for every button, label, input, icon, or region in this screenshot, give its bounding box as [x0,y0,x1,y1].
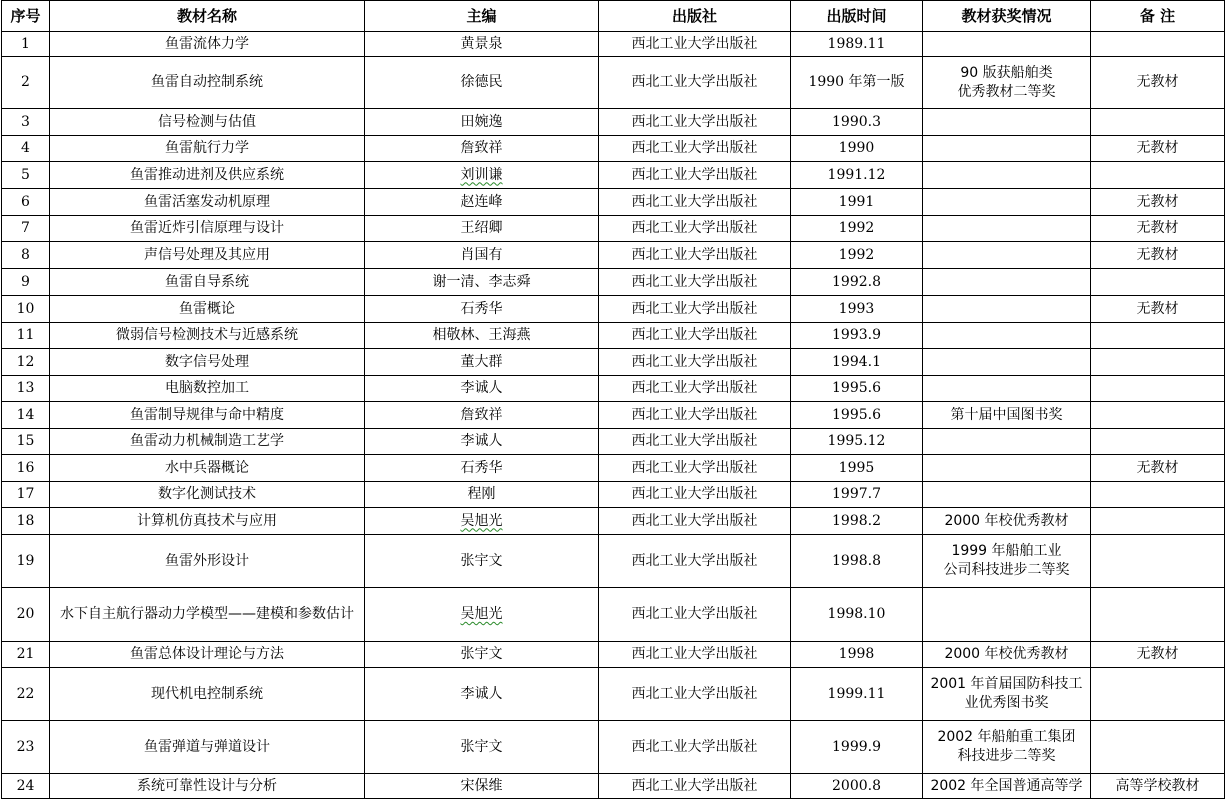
cell-note: 无教材 [1091,296,1225,323]
cell-name: 鱼雷总体设计理论与方法 [50,642,365,668]
cell-award: 2000 年校优秀教材 [923,642,1091,668]
table-row [2,376,1225,402]
cell-publisher: 西北工业大学出版社 [599,57,791,109]
cell-editor: 董大群 [365,349,599,376]
cell-note [1091,588,1225,642]
cell-name: 电脑数控加工 [50,376,365,402]
cell-publisher: 西北工业大学出版社 [599,482,791,508]
table-row [2,535,1225,588]
header-publisher: 出版社 [599,1,791,32]
cell-no: 18 [2,508,50,535]
cell-note [1091,535,1225,588]
table-row [2,296,1225,323]
cell-date: 1995.6 [791,376,923,402]
cell-no: 4 [2,136,50,162]
cell-note [1091,162,1225,189]
cell-no: 9 [2,269,50,296]
table-row [2,136,1225,162]
cell-editor: 王绍卿 [365,216,599,242]
cell-editor: 徐德民 [365,57,599,109]
cell-name: 鱼雷航行力学 [50,136,365,162]
cell-editor: 李诚人 [365,668,599,721]
table-row [2,642,1225,668]
cell-date: 1999.11 [791,668,923,721]
table-row [2,349,1225,376]
cell-publisher: 西北工业大学出版社 [599,323,791,349]
cell-name: 计算机仿真技术与应用 [50,508,365,535]
cell-date: 1998.2 [791,508,923,535]
cell-publisher: 西北工业大学出版社 [599,269,791,296]
cell-award [923,109,1091,136]
cell-note [1091,482,1225,508]
cell-award [923,349,1091,376]
textbook-table [1,0,1225,799]
cell-editor: 相敬林、王海燕 [365,323,599,349]
table-row [2,668,1225,721]
cell-award: 2002 年全国普通高等学 [923,774,1091,799]
cell-editor: 张宇文 [365,642,599,668]
cell-date: 1998.8 [791,535,923,588]
cell-date: 1990 [791,136,923,162]
cell-no: 3 [2,109,50,136]
cell-name: 鱼雷外形设计 [50,535,365,588]
cell-date: 1995.6 [791,402,923,429]
cell-note [1091,269,1225,296]
cell-award [923,296,1091,323]
table-row [2,482,1225,508]
cell-editor: 李诚人 [365,429,599,455]
table-row [2,508,1225,535]
table-row [2,162,1225,189]
cell-award: 2002 年船舶重工集团 科技进步二等奖 [923,721,1091,774]
header-row [2,1,1225,32]
cell-date: 1993 [791,296,923,323]
cell-note [1091,376,1225,402]
table-row [2,323,1225,349]
cell-award: 90 版获船舶类 优秀教材二等奖 [923,57,1091,109]
header-award: 教材获奖情况 [923,1,1091,32]
cell-award [923,189,1091,216]
cell-date: 1998 [791,642,923,668]
cell-editor: 詹致祥 [365,402,599,429]
cell-publisher: 西北工业大学出版社 [599,721,791,774]
cell-name: 信号检测与估值 [50,109,365,136]
cell-editor: 李诚人 [365,376,599,402]
cell-no: 24 [2,774,50,799]
cell-no: 19 [2,535,50,588]
cell-note: 无教材 [1091,216,1225,242]
cell-name: 鱼雷活塞发动机原理 [50,189,365,216]
cell-name: 鱼雷自导系统 [50,269,365,296]
cell-date: 1994.1 [791,349,923,376]
cell-note: 无教材 [1091,455,1225,482]
table-row [2,242,1225,269]
cell-no: 7 [2,216,50,242]
cell-award: 2000 年校优秀教材 [923,508,1091,535]
cell-name: 数字化测试技术 [50,482,365,508]
cell-editor: 田婉逸 [365,109,599,136]
cell-date: 1989.11 [791,32,923,57]
cell-no: 6 [2,189,50,216]
cell-date: 1999.9 [791,721,923,774]
table-row [2,32,1225,57]
cell-no: 13 [2,376,50,402]
cell-award: 1999 年船舶工业 公司科技进步二等奖 [923,535,1091,588]
cell-award [923,376,1091,402]
cell-editor: 吴旭光 [365,588,599,642]
cell-editor: 谢一清、李志舜 [365,269,599,296]
cell-no: 1 [2,32,50,57]
cell-publisher: 西北工业大学出版社 [599,535,791,588]
cell-publisher: 西北工业大学出版社 [599,508,791,535]
cell-no: 2 [2,57,50,109]
table-row [2,455,1225,482]
cell-note [1091,668,1225,721]
cell-name: 微弱信号检测技术与近感系统 [50,323,365,349]
cell-date: 2000.8 [791,774,923,799]
cell-date: 1991.12 [791,162,923,189]
header-editor: 主编 [365,1,599,32]
cell-note [1091,323,1225,349]
cell-note: 无教材 [1091,57,1225,109]
cell-editor: 赵连峰 [365,189,599,216]
table-row [2,402,1225,429]
table-row [2,588,1225,642]
cell-editor: 程刚 [365,482,599,508]
cell-note: 无教材 [1091,189,1225,216]
cell-editor: 詹致祥 [365,136,599,162]
cell-editor: 石秀华 [365,455,599,482]
table-row [2,109,1225,136]
cell-award [923,32,1091,57]
cell-award [923,242,1091,269]
cell-publisher: 西北工业大学出版社 [599,32,791,57]
cell-note [1091,721,1225,774]
cell-award: 第十届中国图书奖 [923,402,1091,429]
cell-no: 16 [2,455,50,482]
cell-name: 鱼雷动力机械制造工艺学 [50,429,365,455]
cell-no: 12 [2,349,50,376]
cell-date: 1995 [791,455,923,482]
cell-note: 无教材 [1091,642,1225,668]
cell-date: 1995.12 [791,429,923,455]
cell-publisher: 西北工业大学出版社 [599,588,791,642]
cell-name: 鱼雷自动控制系统 [50,57,365,109]
cell-award [923,482,1091,508]
cell-date: 1991 [791,189,923,216]
header-date: 出版时间 [791,1,923,32]
table-row [2,269,1225,296]
cell-no: 17 [2,482,50,508]
cell-no: 15 [2,429,50,455]
cell-no: 10 [2,296,50,323]
cell-no: 22 [2,668,50,721]
cell-no: 11 [2,323,50,349]
cell-date: 1998.10 [791,588,923,642]
cell-date: 1990 年第一版 [791,57,923,109]
cell-publisher: 西北工业大学出版社 [599,668,791,721]
cell-date: 1997.7 [791,482,923,508]
cell-publisher: 西北工业大学出版社 [599,216,791,242]
cell-name: 鱼雷概论 [50,296,365,323]
cell-award [923,429,1091,455]
cell-note [1091,349,1225,376]
cell-name: 现代机电控制系统 [50,668,365,721]
cell-publisher: 西北工业大学出版社 [599,296,791,323]
cell-name: 水下自主航行器动力学模型——建模和参数估计 [50,588,365,642]
cell-editor: 张宇文 [365,535,599,588]
table-row [2,189,1225,216]
cell-editor: 刘训谦 [365,162,599,189]
cell-name: 水中兵器概论 [50,455,365,482]
cell-no: 14 [2,402,50,429]
cell-note [1091,32,1225,57]
cell-name: 系统可靠性设计与分析 [50,774,365,799]
cell-name: 鱼雷推动进剂及供应系统 [50,162,365,189]
cell-publisher: 西北工业大学出版社 [599,774,791,799]
cell-date: 1992 [791,216,923,242]
cell-editor: 石秀华 [365,296,599,323]
cell-note [1091,429,1225,455]
cell-editor: 张宇文 [365,721,599,774]
table-row [2,721,1225,774]
cell-award [923,455,1091,482]
cell-award [923,269,1091,296]
cell-note: 高等学校教材 [1091,774,1225,799]
cell-name: 鱼雷近炸引信原理与设计 [50,216,365,242]
cell-no: 21 [2,642,50,668]
cell-note: 无教材 [1091,136,1225,162]
table-body [2,32,1225,799]
cell-editor: 黄景泉 [365,32,599,57]
table-row [2,774,1225,799]
cell-note [1091,508,1225,535]
cell-publisher: 西北工业大学出版社 [599,349,791,376]
table-row [2,216,1225,242]
cell-publisher: 西北工业大学出版社 [599,242,791,269]
cell-name: 数字信号处理 [50,349,365,376]
cell-award [923,216,1091,242]
cell-date: 1992 [791,242,923,269]
cell-publisher: 西北工业大学出版社 [599,402,791,429]
cell-note [1091,402,1225,429]
header-no: 序号 [2,1,50,32]
cell-publisher: 西北工业大学出版社 [599,136,791,162]
cell-no: 23 [2,721,50,774]
cell-editor: 肖国有 [365,242,599,269]
cell-award [923,162,1091,189]
cell-date: 1993.9 [791,323,923,349]
cell-no: 5 [2,162,50,189]
cell-name: 声信号处理及其应用 [50,242,365,269]
cell-publisher: 西北工业大学出版社 [599,455,791,482]
table-row [2,429,1225,455]
header-name: 教材名称 [50,1,365,32]
cell-note: 无教材 [1091,242,1225,269]
cell-editor: 吴旭光 [365,508,599,535]
table-row [2,57,1225,109]
cell-no: 8 [2,242,50,269]
cell-award: 2001 年首届国防科技工 业优秀图书奖 [923,668,1091,721]
header-note: 备 注 [1091,1,1225,32]
cell-publisher: 西北工业大学出版社 [599,376,791,402]
cell-publisher: 西北工业大学出版社 [599,189,791,216]
cell-publisher: 西北工业大学出版社 [599,642,791,668]
cell-award [923,323,1091,349]
cell-publisher: 西北工业大学出版社 [599,429,791,455]
cell-no: 20 [2,588,50,642]
cell-date: 1990.3 [791,109,923,136]
cell-award [923,136,1091,162]
cell-publisher: 西北工业大学出版社 [599,109,791,136]
cell-publisher: 西北工业大学出版社 [599,162,791,189]
cell-award [923,588,1091,642]
cell-note [1091,109,1225,136]
cell-name: 鱼雷流体力学 [50,32,365,57]
cell-name: 鱼雷制导规律与命中精度 [50,402,365,429]
cell-name: 鱼雷弹道与弹道设计 [50,721,365,774]
cell-date: 1992.8 [791,269,923,296]
cell-editor: 宋保维 [365,774,599,799]
